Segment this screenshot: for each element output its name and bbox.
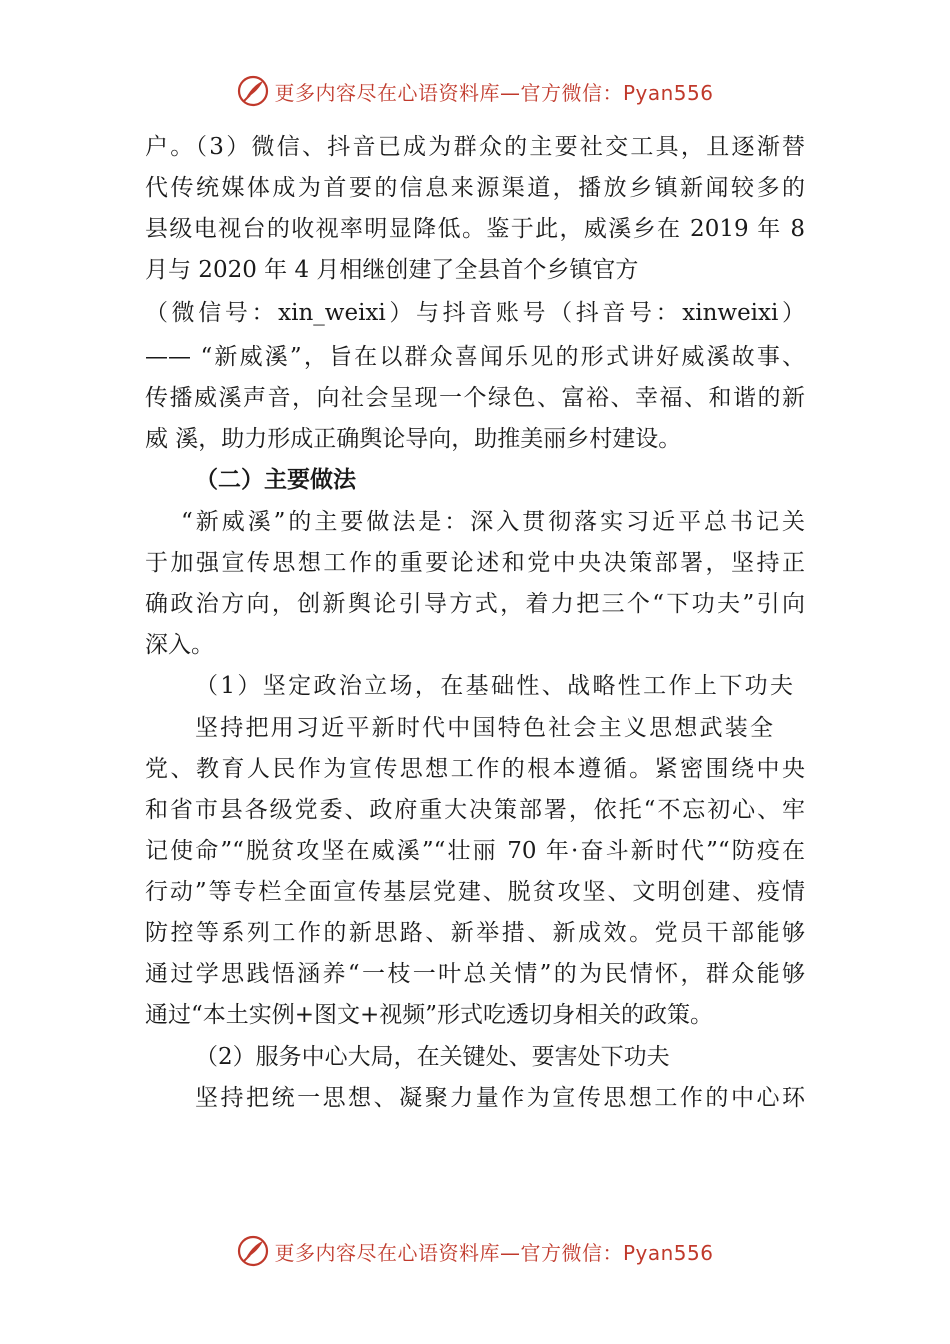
subheading: （1）坚定政治立场，在基础性、战略性工作上下功夫 — [195, 673, 793, 699]
body-line: 行动”等专栏全面宣传基层党建、脱贫攻坚、文明创建、疫情 — [145, 879, 805, 905]
body-line: 和省市县各级党委、政府重大决策部署，依托“不忘初心、牢 — [145, 797, 805, 823]
body-line: 县级电视台的收视率明显降低。鉴于此，威溪乡在 2019 年 8 — [145, 216, 805, 242]
body-line: 记使命”“脱贫攻坚在威溪”“壮丽 70 年·奋斗新时代”“防疫在 — [145, 838, 805, 864]
body-line: 深入。 — [145, 632, 214, 658]
body-line: 月与 2020 年 4 月相继创建了全县首个乡镇官方 — [145, 257, 639, 283]
body-line: 防控等系列工作的新思路、新举措、新成效。党员干部能够 — [145, 920, 805, 946]
quill-pen-icon — [236, 1234, 270, 1268]
body-line: （微信号：xin_weixi）与抖音账号（抖音号：xinweixi） — [145, 300, 805, 326]
header-banner-text: 更多内容尽在心语资料库—官方微信：Pyan556 — [274, 80, 714, 105]
footer-banner-text: 更多内容尽在心语资料库—官方微信：Pyan556 — [274, 1240, 714, 1265]
body-line: 确政治方向，创新舆论引导方式，着力把三个“下功夫”引向 — [145, 591, 805, 617]
body-line: 代传统媒体成为首要的信息来源渠道，播放乡镇新闻较多的 — [145, 175, 805, 201]
footer-banner — [0, 1231, 950, 1271]
body-line: 传播威溪声音，向社会呈现一个绿色、富裕、幸福、和谐的新 — [145, 385, 805, 411]
subheading: （2）服务中心大局，在关键处、要害处下功夫 — [195, 1044, 670, 1070]
body-line: —— “新威溪”，旨在以群众喜闻乐见的形式讲好威溪故事、 — [145, 344, 805, 370]
section-heading: （二）主要做法 — [195, 466, 356, 493]
body-line: “新威溪”的主要做法是：深入贯彻落实习近平总书记关 — [181, 509, 805, 535]
body-line: 通过“本土实例+图文+视频”形式吃透切身相关的政策。 — [145, 1002, 714, 1028]
body-line: 坚持把用习近平新时代中国特色社会主义思想武装全 — [195, 715, 773, 741]
body-line: 通过学思践悟涵养“一枝一叶总关情”的为民情怀，群众能够 — [145, 961, 805, 987]
body-line: 党、教育人民作为宣传思想工作的根本遵循。紧密围绕中央 — [145, 756, 805, 782]
body-line: 威 溪，助力形成正确舆论导向，助推美丽乡村建设。 — [145, 426, 682, 452]
body-line: 坚持把统一思想、凝聚力量作为宣传思想工作的中心环 — [195, 1085, 805, 1111]
body-line: 户。（3）微信、抖音已成为群众的主要社交工具，且逐渐替 — [145, 134, 805, 160]
body-line: 于加强宣传思想工作的重要论述和党中央决策部署，坚持正 — [145, 550, 805, 576]
